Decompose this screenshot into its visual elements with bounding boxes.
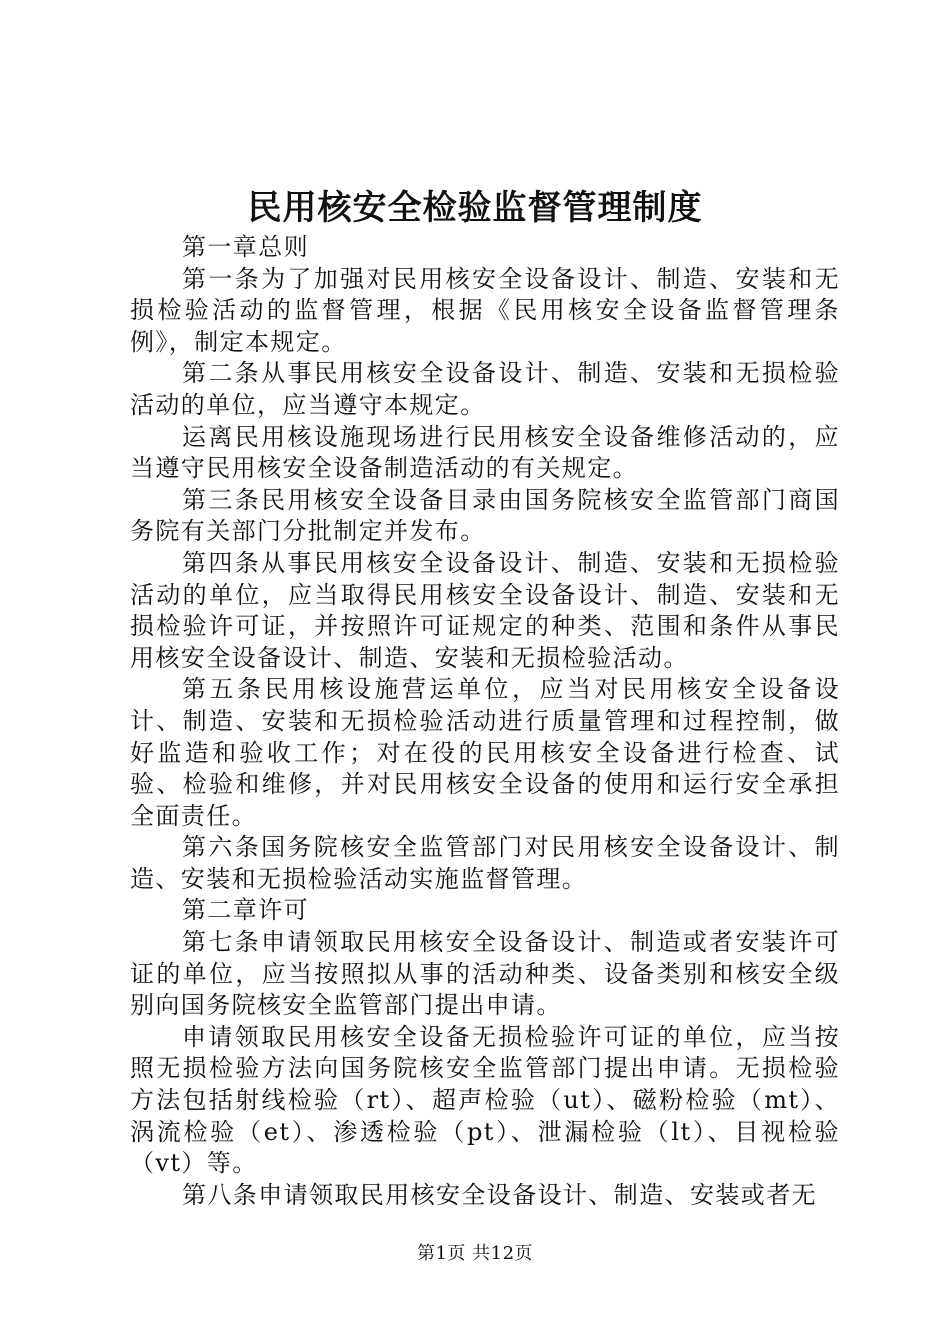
document-title: 民用核安全检验监督管理制度 bbox=[247, 188, 703, 228]
page-number-footer: 第1页 共12页 bbox=[416, 1243, 534, 1264]
chapter-heading: 第二章许可 bbox=[182, 896, 309, 925]
paragraph: 第二条从事民用核安全设备设计、制造、安装和无损检验活动的单位，应当遵守本规定。 bbox=[130, 359, 840, 419]
paragraph: 第五条民用核设施营运单位，应当对民用核安全设备设计、制造、安装和无损检验活动进行质量管理和过程控制，做好监造和验收工作；对在役的民用核安全设备进行检查、试验、检验和维修，并对民用核安全设备的使用和运行安全承担全面责任。 bbox=[130, 675, 840, 830]
chapter-heading: 第一章总则 bbox=[182, 233, 309, 261]
paragraph: 第四条从事民用核安全设备设计、制造、安装和无损检验活动的单位，应当取得民用核安全设备设计、制造、安装和无损检验许可证，并按照许可证规定的种类、范围和条件从事民用核安全设备设计、制造、安装和无损检验活动。 bbox=[130, 548, 840, 672]
document-body bbox=[130, 232, 840, 1211]
paragraph: 第七条申请领取民用核安全设备设计、制造或者安装许可证的单位，应当按照拟从事的活动种类、设备类别和核安全级别向国务院核安全监管部门提出申请。 bbox=[130, 928, 840, 1020]
paragraph: 申请领取民用核安全设备无损检验许可证的单位，应当按照无损检验方法向国务院核安全监管部门提出申请。无损检验方法包括射线检验（rt）、超声检验（ut）、磁粉检验（mt）、涡流检验（et）、渗透检验（pt）、泄漏检验（lt）、目视检验（vt）等。 bbox=[130, 1022, 840, 1178]
paragraph: 第八条申请领取民用核安全设备设计、制造、安装或者无 bbox=[182, 1180, 817, 1209]
paragraph: 第六条国务院核安全监管部门对民用核安全设备设计、制造、安装和无损检验活动实施监督管理。 bbox=[130, 833, 840, 893]
paragraph: 第三条民用核安全设备目录由国务院核安全监管部门商国务院有关部门分批制定并发布。 bbox=[130, 485, 840, 546]
paragraph: 运离民用核设施现场进行民用核安全设备维修活动的，应当遵守民用核安全设备制造活动的有关规定。 bbox=[130, 422, 840, 483]
paragraph: 第一条为了加强对民用核安全设备设计、制造、安装和无损检验活动的监督管理，根据《民用核安全设备监督管理条例》，制定本规定。 bbox=[130, 264, 840, 356]
